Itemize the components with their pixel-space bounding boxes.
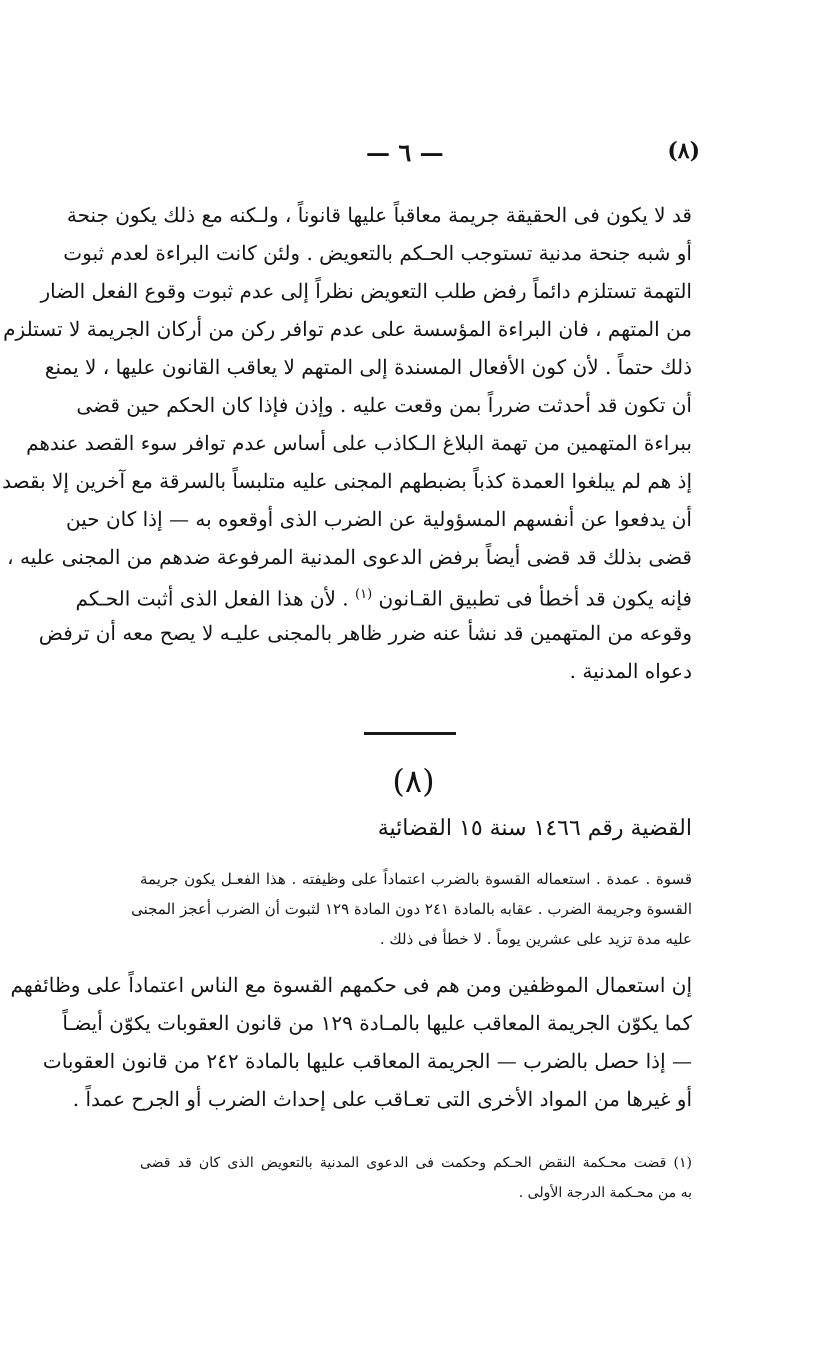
headnote [131,864,692,954]
footnote-line: به من محـكمة الدرجة الأولى . [518,1185,692,1201]
body-line: قضى بذلك قد قضى أيضاً برفض الدعوى المدنية المرفوعة ضدهم من المجنى عليه ، [7,545,692,569]
body-line: أن يدفعوا عن أنفسهم المسؤولية عن الضرب الذى أوقعوه به — إذا كان حين [65,507,692,531]
ruling-line: كما يكوّن الجريمة المعاقب عليها بالمـادة ١٢٩ من قانون العقوبات يكوّن أيضـاً [62,1011,692,1035]
ruling-paragraph [10,966,692,1118]
footnote-line: (١) قضت محـكمة النقض الحـكم وحكمت فى الدعوى المدنية بالتعويض الذى كان قد قضى [140,1155,693,1171]
headnote-line: القسوة وجريمة الضرب . عقابه بالمادة ٢٤١ دون المادة ١٢٩ لثبوت أن الضرب أعجز المجنى [131,900,692,918]
ruling-line: إن استعمال الموظفين ومن هم فى حكمهم القسوة مع الناس اعتماداً على وظائفهم [10,973,692,997]
body-line: وقوعه من المتهمين قد نشأ عنه ضرر ظاهر بالمجنى عليـه لا يصح معه أن ترفض [38,621,692,645]
body-line: دعواه المدنية . [569,659,692,683]
section-number: (٨) [392,762,435,800]
footnote [140,1148,692,1208]
body-line: قد لا يكون فى الحقيقة جريمة معاقباً عليها قانوناً ، ولـكنه مع ذلك يكون جنحة [66,203,692,227]
body-line: ببراءة المتهمين من تهمة البلاغ الـكاذب على أساس عدم توافر سوء القصد عندهم [26,431,692,455]
body-line-start: فإنه يكون قد أخطأ فى تطبيق القـانون [378,586,692,611]
body-line: ذلك حتماً . لأن كون الأفعال المسندة إلى المتهم لا يعاقب القانون عليها ، لا يمنع [44,355,692,379]
case-title: القضية رقم ١٤٦٦ سنة ١٥ القضائية [377,816,692,841]
page-number: — ٦ — [366,138,444,167]
body-line: أو شبه جنحة مدنية تستوجب الحـكم بالتعويض . ولئن كانت البراءة لعدم ثبوت [63,241,692,265]
ruling-line: أو غيرها من المواد الأخرى التى تعـاقب على إحداث الضرب أو الجرح عمداً . [72,1087,692,1111]
body-line: أن تكون قد أحدثت ضرراً بمن وقعت عليه . وإذن فإذا كان الحكم حين قضى [76,393,692,417]
body-line [75,576,692,614]
section-divider [364,732,456,735]
headnote-line: قسوة . عمدة . استعماله القسوة بالضرب اعتماداً على وظيفته . هذا الفعـل يكون جريمة [140,870,692,888]
ruling-line: — إذا حصل بالضرب — الجريمة المعاقب عليها بالمادة ٢٤٢ من قانون العقوبات [42,1049,692,1073]
body-line: من المتهم ، فان البراءة المؤسسة على عدم توافر ركن من أركان الجريمة لا تستلزم [3,317,692,341]
body-line-end: . لأن هذا الفعل الذى أثبت الحـكم [75,586,349,611]
footnote-marker: (١) [355,587,373,602]
page-header [140,138,700,172]
body-line: إذ هم لم يبلغوا العمدة كذباً بضبطهم المجنى عليه متلبساً بالسرقة مع آخرين إلا بقصد [2,469,692,493]
body-paragraph [2,196,692,690]
headnote-line: عليه مدة تزيد على عشرين يوماً . لا خطأ فى ذلك . [379,930,692,948]
running-case-number: (٨) [667,138,700,164]
body-line: التهمة تستلزم دائماً رفض طلب التعويض نظراً إلى عدم ثبوت وقوع الفعل الضار [40,279,692,303]
